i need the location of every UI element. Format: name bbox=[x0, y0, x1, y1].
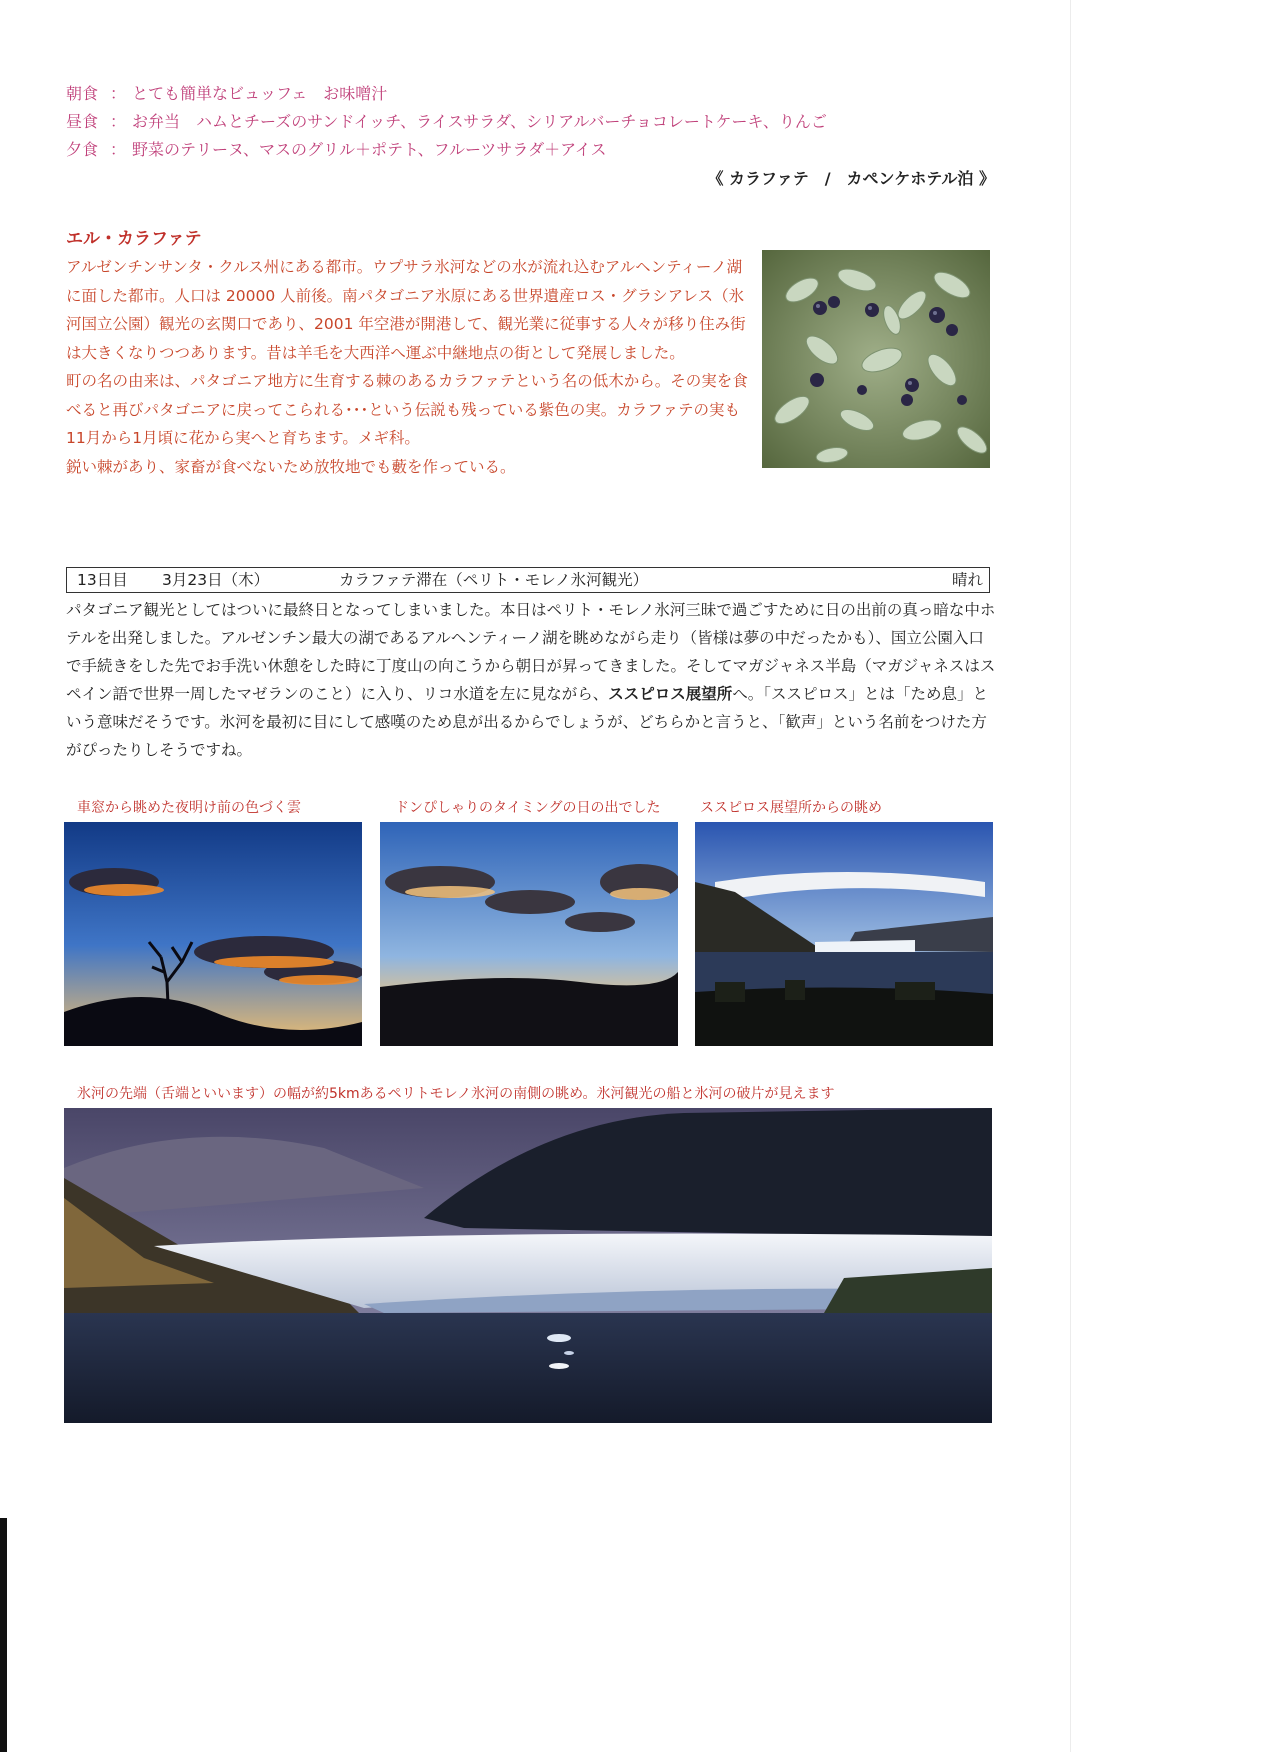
day-description bbox=[66, 596, 996, 764]
meal-separator: ： bbox=[109, 140, 126, 159]
sunrise-photo bbox=[380, 822, 678, 1046]
body-text: へ。「ススピロス」とは「ため息」という意味だそうです。氷河を最初に目にして感嘆のため息が出るからでしょうが、どちらかと言うと、「歓声」という名前をつけた方がぴったりしそうですね。 bbox=[66, 685, 988, 759]
meal-text: お弁当 ハムとチーズのサンドイッチ、ライスサラダ、シリアルバーチョコレートケーキ、りんご bbox=[132, 112, 827, 131]
calafate-berry-photo bbox=[762, 250, 990, 468]
meal-lunch bbox=[66, 108, 827, 136]
meal-breakfast bbox=[66, 80, 827, 108]
highlight-place: ススピロス展望所 bbox=[608, 685, 733, 703]
day-weather: 晴れ bbox=[951, 571, 983, 589]
caption-photo2: ドンぴしゃりのタイミングの日の出でした bbox=[395, 800, 661, 816]
paragraph: 鋭い棘があり、家畜が食べないため放牧地でも藪を作っている。 bbox=[66, 457, 516, 476]
section-title: エル・カラファテ bbox=[66, 229, 202, 249]
caption-panorama: 氷河の先端（舌端といいます）の幅が約5kmあるペリトモレノ氷河の南側の眺め。氷河観光の船と氷河の破片が見えます bbox=[77, 1086, 835, 1102]
paragraph bbox=[66, 596, 996, 764]
meal-dinner bbox=[66, 136, 827, 164]
paragraph: 町の名の由来は、パタゴニア地方に生育する棘のあるカラファテという名の低木から。その実を食べると再びパタゴニアに戻ってこられる･･･という伝説も残っている紫色の実。カラファテの実も11月から1月頃に花から実へと育ちます。メギ科。 bbox=[66, 372, 748, 447]
day-plan: カラファテ滞在（ペリト・モレノ氷河観光） bbox=[339, 571, 649, 589]
meal-label: 昼食 bbox=[66, 112, 99, 131]
scan-margin-bar bbox=[0, 1518, 7, 1752]
caption-photo3: ススピロス展望所からの眺め bbox=[700, 800, 882, 816]
dawn-clouds-photo bbox=[64, 822, 362, 1046]
scan-edge bbox=[1070, 0, 1071, 1752]
paragraph: アルゼンチンサンタ・クルス州にある都市。ウプサラ氷河などの水が流れ込むアルヘンティーノ湖に面した都市。人口は 20000 人前後。南パタゴニア氷原にある世界遺産ロス・グラシアレス（氷河国立公園）観光の玄関口であり、2001 年空港が開港して、観光業に従事する人々が移り住み街は大きくなりつつあります。昔は羊毛を大西洋へ運ぶ中継地点の街として発展しました。 bbox=[66, 258, 746, 362]
calafate-description bbox=[66, 253, 754, 481]
day-date: 3月23日（木） bbox=[162, 571, 270, 589]
suspiros-view-photo bbox=[695, 822, 993, 1046]
meal-separator: ： bbox=[109, 112, 126, 131]
meals-list bbox=[66, 80, 827, 164]
meal-text: 野菜のテリーヌ、マスのグリル＋ポテト、フルーツサラダ＋アイス bbox=[132, 140, 607, 159]
lodging-note: 《 カラファテ / カペンケホテル泊 》 bbox=[707, 169, 995, 188]
day-header bbox=[66, 567, 990, 593]
day-number: 13日目 bbox=[77, 571, 128, 589]
meal-text: とても簡単なビュッフェ お味噌汁 bbox=[132, 84, 388, 103]
meal-label: 朝食 bbox=[66, 84, 99, 103]
glacier-panorama-photo bbox=[64, 1108, 992, 1423]
meal-separator: ： bbox=[109, 84, 126, 103]
meal-label: 夕食 bbox=[66, 140, 99, 159]
caption-photo1: 車窓から眺めた夜明け前の色づく雲 bbox=[77, 800, 301, 816]
body-text: パタゴニア観光としてはついに最終日となってしまいました。本日はペリト・モレノ氷河三昧で過ごすために日の出前の真っ暗な中ホテルを出発しました。アルゼンチン最大の湖であるアルヘンティーノ湖を眺めながら走り（皆様は夢の中だったかも）、国立公園入口で手続きをした先でお手洗い休憩をした時に丁度山の向こうから朝日が昇ってきました。そしてマガジャネス半島（マガジャネスはスペイン語で世界一周したマゼランのこと）に入り、リコ水道を左に見ながら、 bbox=[66, 601, 996, 703]
